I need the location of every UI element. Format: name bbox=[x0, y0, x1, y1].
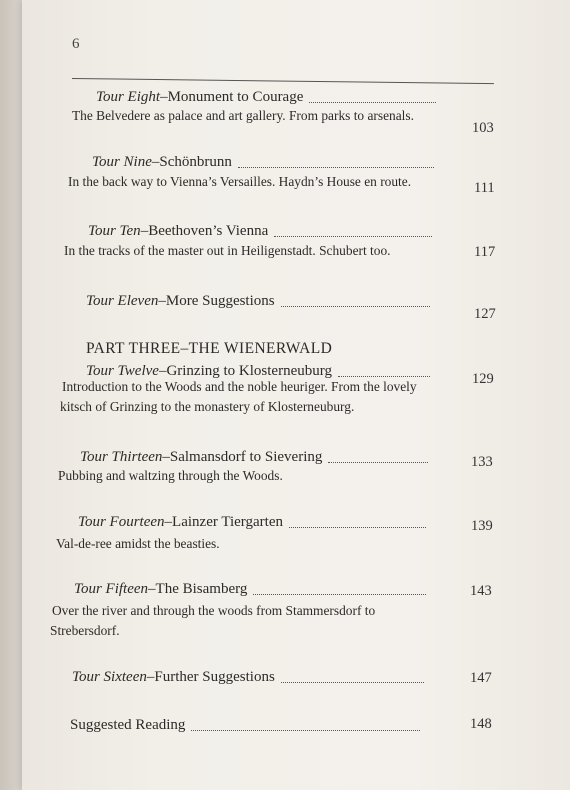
dot-leader bbox=[281, 306, 430, 307]
dot-leader bbox=[191, 730, 420, 731]
toc-entry-heading bbox=[70, 716, 185, 734]
toc-entry-heading: Tour Eight–Monument to Courage bbox=[96, 89, 304, 105]
dot-leader bbox=[253, 594, 426, 595]
part-heading: PART THREE–THE WIENERWALD bbox=[86, 340, 333, 357]
tour-title: The Bisamberg bbox=[155, 581, 248, 597]
toc-entry-heading: Tour Sixteen–Further Suggestions bbox=[72, 669, 275, 685]
toc-entry-heading: Tour Fifteen–The Bisamberg bbox=[74, 581, 248, 597]
tour-title: Schönbrunn bbox=[159, 154, 232, 170]
toc-entry-heading: Tour Nine–Schönbrunn bbox=[92, 154, 232, 170]
toc-entry-description: Strebersdorf. bbox=[50, 623, 120, 638]
page-number: 6 bbox=[72, 36, 80, 52]
toc-entry-description: kitsch of Grinzing to the monastery of Klosterneuburg. bbox=[60, 399, 355, 414]
page-ref: 139 bbox=[471, 518, 493, 534]
tour-label: Tour Nine bbox=[92, 154, 152, 170]
dot-leader bbox=[238, 167, 434, 168]
toc-entry-heading: Tour Twelve–Grinzing to Klosterneuburg bbox=[86, 363, 332, 379]
toc-entry-description: In the tracks of the master out in Heiligenstadt. Schubert too. bbox=[64, 243, 391, 258]
page-ref: 147 bbox=[470, 670, 492, 686]
page-edge bbox=[0, 0, 22, 790]
tour-title: Monument to Courage bbox=[167, 89, 304, 105]
dot-leader bbox=[289, 527, 426, 528]
page-ref: 111 bbox=[474, 180, 495, 196]
tour-label: Tour Fifteen bbox=[74, 581, 149, 597]
page-ref: 117 bbox=[474, 244, 496, 260]
page-ref: 103 bbox=[472, 120, 494, 136]
toc-entry-description: Val-de-ree amidst the beasties. bbox=[56, 536, 220, 551]
tour-title: Grinzing to Klosterneuburg bbox=[166, 363, 332, 379]
page-ref: 133 bbox=[471, 454, 493, 470]
toc-entry-description: Introduction to the Woods and the noble heuriger. From the lovely bbox=[62, 379, 417, 394]
tour-label: Tour Twelve bbox=[86, 363, 159, 379]
tour-label: Tour Thirteen bbox=[80, 449, 163, 465]
toc-entry-description: The Belvedere as palace and art gallery. From parks to arsenals. bbox=[72, 108, 414, 123]
toc-entry-heading: Tour Eleven–More Suggestions bbox=[86, 293, 275, 309]
page-ref: 143 bbox=[470, 583, 492, 599]
toc-entry-description: In the back way to Vienna’s Versailles. Haydn’s House en route. bbox=[68, 174, 412, 189]
tour-label: Tour Eight bbox=[96, 89, 161, 105]
tour-title: Salmansdorf to Sievering bbox=[169, 449, 323, 465]
page-ref: 129 bbox=[472, 371, 494, 387]
tour-label: Tour Sixteen bbox=[72, 669, 147, 685]
tour-title: Further Suggestions bbox=[154, 669, 275, 685]
dot-leader bbox=[309, 102, 436, 103]
dot-leader bbox=[328, 462, 428, 463]
dot-leader bbox=[281, 682, 424, 683]
tour-label: Tour Eleven bbox=[86, 293, 159, 309]
tour-title: Lainzer Tiergarten bbox=[172, 514, 283, 530]
toc-entry-description: Pubbing and waltzing through the Woods. bbox=[58, 468, 283, 483]
page-ref: 148 bbox=[470, 716, 492, 732]
tour-label: Tour Fourteen bbox=[78, 514, 165, 530]
toc-entry-heading: Tour Thirteen–Salmansdorf to Sievering bbox=[80, 449, 323, 465]
tour-title: More Suggestions bbox=[165, 293, 275, 309]
toc-entry-heading: Tour Ten–Beethoven’s Vienna bbox=[88, 223, 269, 239]
tour-title: Beethoven’s Vienna bbox=[148, 223, 269, 239]
dot-leader bbox=[274, 236, 432, 237]
toc-entry-heading: Tour Fourteen–Lainzer Tiergarten bbox=[78, 514, 283, 530]
toc-entry-description: Over the river and through the woods from Stammersdorf to bbox=[52, 603, 376, 618]
page-ref: 127 bbox=[474, 306, 496, 322]
tour-label: Tour Ten bbox=[88, 223, 141, 239]
tour-title: Suggested Reading bbox=[70, 717, 186, 733]
